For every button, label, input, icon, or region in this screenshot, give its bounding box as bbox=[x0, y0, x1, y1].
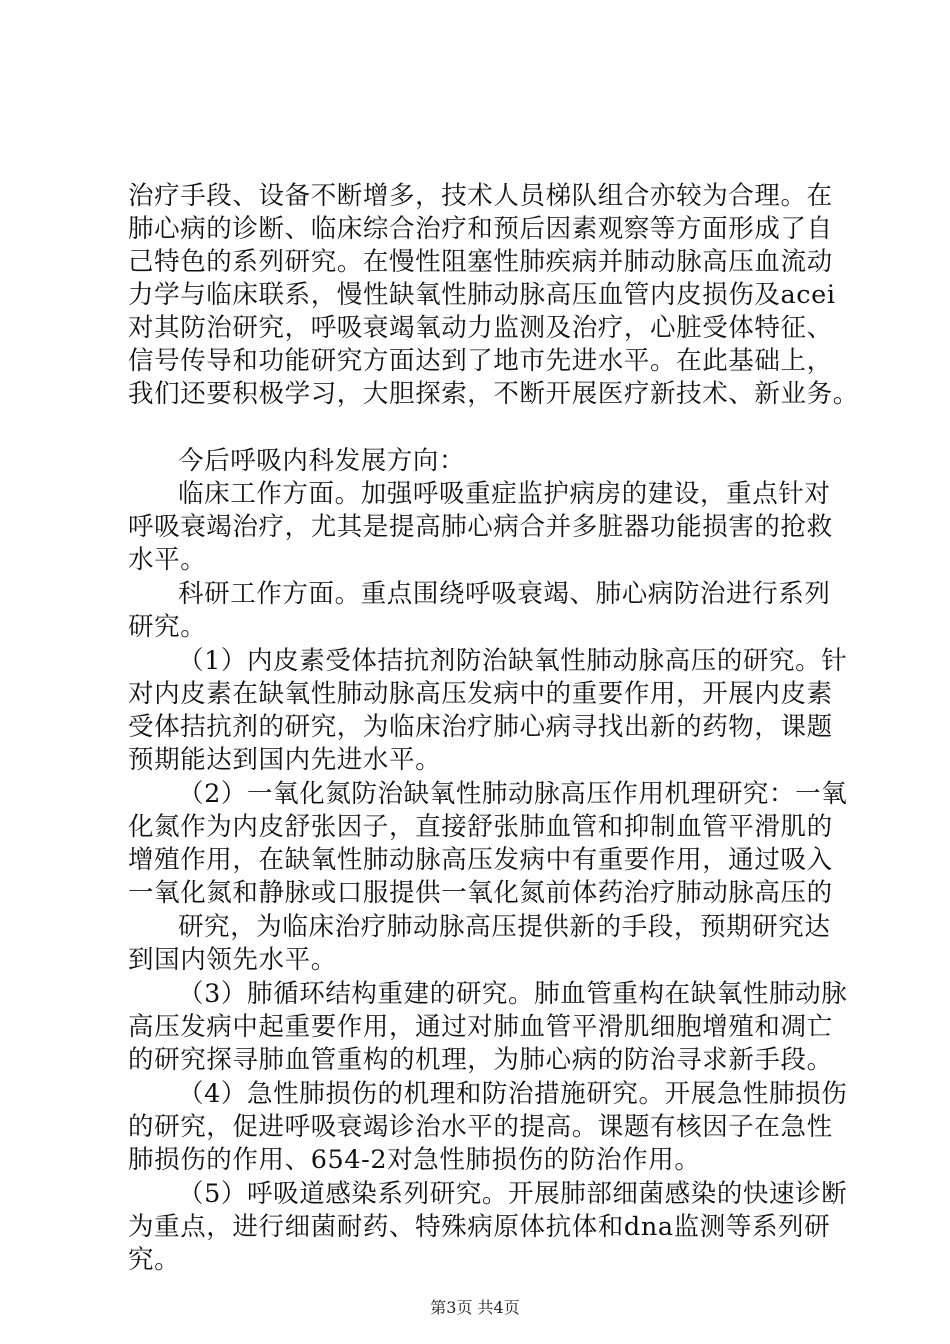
body-text-line: 水平。 bbox=[128, 545, 207, 575]
body-text-line: 研究，为临床治疗肺动脉高压提供新的手段，预期研究达 bbox=[178, 912, 831, 942]
body-text-line: 科研工作方面。重点围绕呼吸衰竭、肺心病防治进行系列 bbox=[178, 579, 831, 609]
body-text-line: 我们还要积极学习，大胆探索，不断开展医疗新技术、新业务。 bbox=[128, 379, 859, 409]
body-text-line: 的研究，促进呼吸衰竭诊治水平的提高。课题有核因子在急性 bbox=[128, 1112, 833, 1142]
body-text-line: 高压发病中起重要作用，通过对肺血管平滑肌细胞增殖和凋亡 bbox=[128, 1012, 833, 1042]
body-text-line: 治疗手段、设备不断增多，技术人员梯队组合亦较为合理。在 bbox=[128, 181, 833, 211]
body-text-line: 一氧化氮和静脉或口服提供一氧化氮前体药治疗肺动脉高压的 bbox=[128, 878, 833, 908]
body-text-line: 对内皮素在缺氧性肺动脉高压发病中的重要作用，开展内皮素 bbox=[128, 679, 833, 709]
body-text-line: （4）急性肺损伤的机理和防治措施研究。开展急性肺损伤 bbox=[178, 1079, 848, 1109]
body-text-line: 力学与临床联系，慢性缺氧性肺动脉高压血管内皮损伤及acei bbox=[128, 280, 836, 310]
body-text-line: 化氮作为内皮舒张因子，直接舒张肺血管和抑制血管平滑肌的 bbox=[128, 812, 833, 842]
body-text-line: 肺心病的诊断、临床综合治疗和预后因素观察等方面形成了自 bbox=[128, 214, 833, 244]
body-text-line: 为重点，进行细菌耐药、特殊病原体抗体和dna监测等系列研 bbox=[128, 1212, 831, 1242]
body-text-line: 预期能达到国内先进水平。 bbox=[128, 745, 442, 775]
body-text-line: 究。 bbox=[128, 1245, 181, 1275]
body-text-line: 信号传导和功能研究方面达到了地市先进水平。在此基础上， bbox=[128, 346, 833, 376]
page-footer: 第3页 共4页 bbox=[430, 1298, 520, 1317]
body-text-line: 研究。 bbox=[128, 612, 207, 642]
body-text-line: 受体拮抗剂的研究，为临床治疗肺心病寻找出新的药物，课题 bbox=[128, 712, 833, 742]
body-text-line: 己特色的系列研究。在慢性阻塞性肺疾病并肺动脉高压血流动 bbox=[128, 247, 833, 277]
body-text-line: 到国内领先水平。 bbox=[128, 945, 337, 975]
body-text-line: （3）肺循环结构重建的研究。肺血管重构在缺氧性肺动脉 bbox=[178, 979, 848, 1009]
body-text-line: （2）一氧化氮防治缺氧性肺动脉高压作用机理研究：一氧 bbox=[178, 779, 848, 809]
body-text-line: （5）呼吸道感染系列研究。开展肺部细菌感染的快速诊断 bbox=[178, 1179, 848, 1209]
body-text-line: （1）内皮素受体拮抗剂防治缺氧性肺动脉高压的研究。针 bbox=[178, 646, 848, 676]
body-text-line: 临床工作方面。加强呼吸重症监护病房的建设，重点针对 bbox=[178, 479, 831, 509]
body-text-line: 的研究探寻肺血管重构的机理，为肺心病的防治寻求新手段。 bbox=[128, 1045, 833, 1075]
body-text-line: 对其防治研究，呼吸衰竭氧动力监测及治疗，心脏受体特征、 bbox=[128, 313, 833, 343]
body-text-line: 呼吸衰竭治疗，尤其是提高肺心病合并多脏器功能损害的抢救 bbox=[128, 512, 833, 542]
body-text-line: 肺损伤的作用、654-2对急性肺损伤的防治作用。 bbox=[128, 1145, 701, 1175]
body-text-line: 增殖作用，在缺氧性肺动脉高压发病中有重要作用，通过吸入 bbox=[128, 845, 833, 875]
section-heading: 今后呼吸内科发展方向： bbox=[178, 446, 466, 476]
